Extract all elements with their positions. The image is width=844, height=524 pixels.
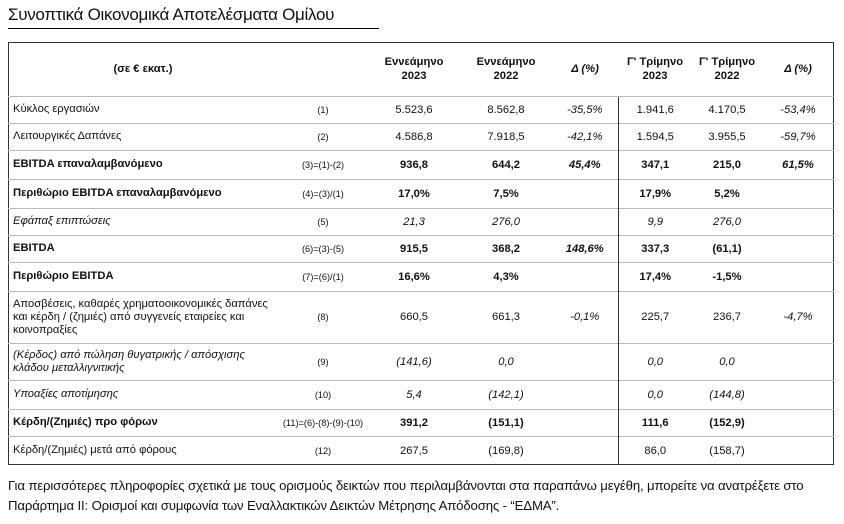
cell-value: 391,2 xyxy=(368,409,460,436)
row-ref: (8) xyxy=(278,291,368,343)
cell-value: 936,8 xyxy=(368,150,460,179)
cell-change xyxy=(762,409,834,436)
table-row xyxy=(8,409,834,436)
cell-value: 3.955,5 xyxy=(692,123,762,150)
cell-change: -4,7% xyxy=(762,291,834,343)
cell-value: 347,1 xyxy=(618,150,692,179)
cell-value: 276,0 xyxy=(692,208,762,235)
cell-value: 660,5 xyxy=(368,291,460,343)
cell-change xyxy=(762,343,834,380)
cell-value: 111,6 xyxy=(618,409,692,436)
cell-change xyxy=(762,208,834,235)
cell-value: 86,0 xyxy=(618,436,692,465)
table-body xyxy=(8,96,834,465)
ref-header xyxy=(278,42,368,96)
table-row xyxy=(8,208,834,235)
cell-change: 61,5% xyxy=(762,150,834,179)
cell-value: 5,4 xyxy=(368,380,460,409)
cell-change: -0,1% xyxy=(552,291,618,343)
cell-value: 17,4% xyxy=(618,262,692,291)
cell-value: (141,6) xyxy=(368,343,460,380)
cell-value: 7,5% xyxy=(460,179,552,208)
cell-value: (152,9) xyxy=(692,409,762,436)
cell-value: (142,1) xyxy=(460,380,552,409)
cell-change xyxy=(552,179,618,208)
row-label: Εφάπαξ επιπτώσεις xyxy=(8,208,278,235)
cell-value: (151,1) xyxy=(460,409,552,436)
cell-change: 148,6% xyxy=(552,235,618,262)
table-row xyxy=(8,380,834,409)
row-label: EBITDA xyxy=(8,235,278,262)
row-label: Κέρδη/(Ζημιές) μετά από φόρους xyxy=(8,436,278,465)
title-underline xyxy=(8,28,379,29)
cell-value: (144,8) xyxy=(692,380,762,409)
cell-change xyxy=(552,208,618,235)
cell-value: 4.170,5 xyxy=(692,96,762,123)
cell-change: -42,1% xyxy=(552,123,618,150)
col-header: Εννεάμηνο 2022 xyxy=(476,55,536,82)
cell-value: 8.562,8 xyxy=(460,96,552,123)
row-ref: (7)=(6)/(1) xyxy=(278,262,368,291)
row-label: (Κέρδος) από πώληση θυγατρικής / απόσχισης κλάδου μεταλλιγνιτικής xyxy=(8,343,278,380)
cell-value: 368,2 xyxy=(460,235,552,262)
table-header xyxy=(8,42,834,96)
cell-value: (169,8) xyxy=(460,436,552,465)
row-label: Υποαξίες αποτίμησης xyxy=(8,380,278,409)
row-label: Κύκλος εργασιών xyxy=(8,96,278,123)
cell-value: (158,7) xyxy=(692,436,762,465)
cell-value: 1.594,5 xyxy=(618,123,692,150)
cell-change: -53,4% xyxy=(762,96,834,123)
cell-value: 5,2% xyxy=(692,179,762,208)
table-row xyxy=(8,235,834,262)
cell-value: 337,3 xyxy=(618,235,692,262)
cell-value: 17,9% xyxy=(618,179,692,208)
row-ref: (1) xyxy=(278,96,368,123)
row-label: Λειτουργικές Δαπάνες xyxy=(8,123,278,150)
table-row xyxy=(8,262,834,291)
table-row xyxy=(8,436,834,465)
cell-value: 0,0 xyxy=(618,380,692,409)
cell-value: 1.941,6 xyxy=(618,96,692,123)
cell-value: 215,0 xyxy=(692,150,762,179)
row-label: Περιθώριο EBITDA επαναλαμβανόμενο xyxy=(8,179,278,208)
cell-change xyxy=(762,436,834,465)
cell-value: -1,5% xyxy=(692,262,762,291)
cell-change xyxy=(552,343,618,380)
cell-value: 661,3 xyxy=(460,291,552,343)
footnote: Για περισσότερες πληροφορίες σχετικά με τους ορισμούς δεικτών που περιλαμβάνονται στα παραπάνω μεγέθη, μπορείτε να ανατρέξετε στο Παράρτημα ΙΙ: Ορισμοί και συμφωνία των Εναλλακτικών Δεικτών Μέτρησης Απόδοσης - “ΕΔΜΑ”. xyxy=(8,478,804,513)
row-label: Κέρδη/(Ζημιές) προ φόρων xyxy=(8,409,278,436)
cell-value: 644,2 xyxy=(460,150,552,179)
cell-value: 4.586,8 xyxy=(368,123,460,150)
table-row xyxy=(8,343,834,380)
row-ref: (5) xyxy=(278,208,368,235)
cell-change xyxy=(552,409,618,436)
cell-value: 0,0 xyxy=(692,343,762,380)
row-ref: (12) xyxy=(278,436,368,465)
row-ref: (4)=(3)/(1) xyxy=(278,179,368,208)
cell-value: 16,6% xyxy=(368,262,460,291)
cell-change: 45,4% xyxy=(552,150,618,179)
col-header: Γ' Τρίμηνο 2022 xyxy=(698,55,756,82)
col-header: Γ' Τρίμηνο 2023 xyxy=(626,55,684,82)
cell-change xyxy=(552,262,618,291)
cell-change xyxy=(552,380,618,409)
cell-change xyxy=(762,179,834,208)
row-ref: (10) xyxy=(278,380,368,409)
col-header: Εννεάμηνο 2023 xyxy=(384,55,444,82)
row-ref: (9) xyxy=(278,343,368,380)
row-label: EBITDA επαναλαμβανόμενο xyxy=(8,150,278,179)
cell-value: 236,7 xyxy=(692,291,762,343)
cell-change xyxy=(762,380,834,409)
cell-value: 9,9 xyxy=(618,208,692,235)
row-ref: (2) xyxy=(278,123,368,150)
cell-change: -59,7% xyxy=(762,123,834,150)
cell-value: 0,0 xyxy=(618,343,692,380)
cell-value: 21,3 xyxy=(368,208,460,235)
cell-value: 5.523,6 xyxy=(368,96,460,123)
cell-change xyxy=(762,235,834,262)
cell-value: 276,0 xyxy=(460,208,552,235)
cell-value: 17,0% xyxy=(368,179,460,208)
cell-change: -35,5% xyxy=(552,96,618,123)
table-row xyxy=(8,96,834,123)
units-label: (σε € εκατ.) xyxy=(113,62,173,75)
cell-value: (61,1) xyxy=(692,235,762,262)
row-ref: (3)=(1)-(2) xyxy=(278,150,368,179)
cell-value: 267,5 xyxy=(368,436,460,465)
row-label: Αποσβέσεις, καθαρές χρηματοοικονομικές δαπάνες και κέρδη / (ζημιές) από συγγενείς εταιρείες και κοινοπραξίες xyxy=(8,291,278,343)
cell-value: 915,5 xyxy=(368,235,460,262)
cell-value: 0,0 xyxy=(460,343,552,380)
financial-results-table xyxy=(8,42,834,465)
cell-value: 7.918,5 xyxy=(460,123,552,150)
row-ref: (6)=(3)-(5) xyxy=(278,235,368,262)
table-row xyxy=(8,179,834,208)
table-row xyxy=(8,150,834,179)
row-ref: (11)=(6)-(8)-(9)-(10) xyxy=(278,409,368,436)
col-header: Δ (%) xyxy=(571,62,599,75)
cell-change xyxy=(762,262,834,291)
page-title: Συνοπτικά Οικονομικά Αποτελέσματα Ομίλου xyxy=(8,5,335,24)
cell-value: 225,7 xyxy=(618,291,692,343)
cell-value: 4,3% xyxy=(460,262,552,291)
table-row xyxy=(8,291,834,343)
table-row xyxy=(8,123,834,150)
cell-change xyxy=(552,436,618,465)
col-header: Δ (%) xyxy=(784,62,812,75)
row-label: Περιθώριο EBITDA xyxy=(8,262,278,291)
